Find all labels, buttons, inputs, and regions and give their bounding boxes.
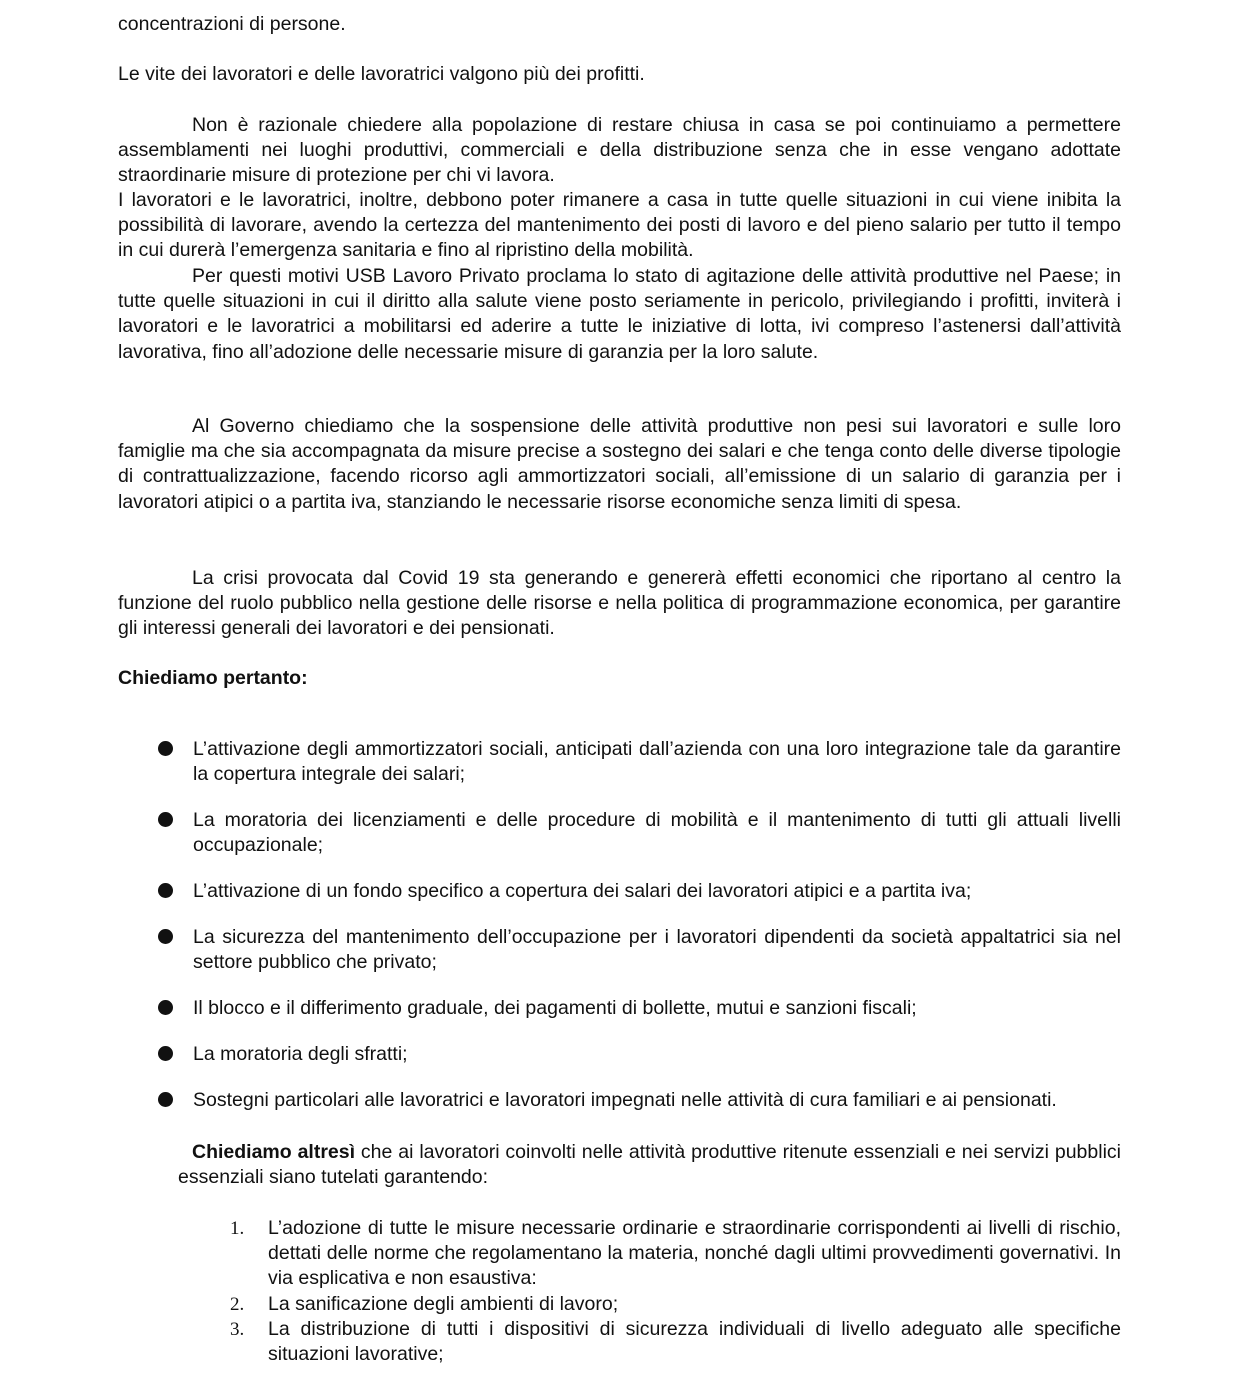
list-item: 3. La distribuzione di tutti i dispositivi di sicurezza individuali di livello adeguato alle specifiche situazioni lavorative; xyxy=(230,1317,1121,1366)
list-number: 1. xyxy=(230,1218,245,1239)
paragraph-crisis: La crisi provocata dal Covid 19 sta generando e genererà effetti economici che riportano al centro la funzione del ruolo pubblico nella gestione delle risorse e nella politica di programmazione economica, per garantire gli interessi generali dei lavoratori e dei pensionati. xyxy=(118,567,1121,640)
bullet-icon xyxy=(158,1000,173,1015)
paragraph-also-demand xyxy=(178,1140,1121,1190)
list-number: 3. xyxy=(230,1318,245,1340)
heading-demands: Chiediamo pertanto: xyxy=(118,667,308,689)
demands-list xyxy=(118,737,1121,1134)
also-demand-text: che ai lavoratori coinvolti nelle attività produttive ritenute essenziali e nei servizi pubblici essenziali siano tutelati garantendo: xyxy=(178,1141,1121,1189)
list-item: La moratoria degli sfratti; xyxy=(118,1042,1121,1088)
list-item: 1. L’adozione di tutte le misure necessarie ordinarie e straordinarie corrispondenti ai livelli di rischio, dettati delle norme che regolamentano la materia, nonché dagli ultimi provvedimenti governativi. In via esplicativa e non esaustiva: xyxy=(230,1217,1121,1290)
also-demand-bold: Chiediamo altresì xyxy=(192,1141,356,1163)
list-item: Sostegni particolari alle lavoratrici e lavoratori impegnati nelle attività di cura familiari e ai pensionati. xyxy=(118,1088,1121,1134)
list-item: 2. La sanificazione degli ambienti di lavoro; xyxy=(118,1292,1121,1317)
bullet-icon xyxy=(158,929,173,944)
bullet-icon xyxy=(158,883,173,898)
paragraph-intro-end: concentrazioni di persone. xyxy=(118,13,346,35)
list-item: L’attivazione di un fondo specifico a copertura dei salari dei lavoratori atipici e a partita iva; xyxy=(118,879,1121,925)
list-item: La sicurezza del mantenimento dell’occupazione per i lavoratori dipendenti da società appaltatrici sia nel settore pubblico che privato; xyxy=(118,925,1121,996)
bullet-icon xyxy=(158,1046,173,1061)
bullet-icon xyxy=(158,812,173,827)
list-item: Il blocco e il differimento graduale, dei pagamenti di bollette, mutui e sanzioni fiscali; xyxy=(118,996,1121,1042)
paragraph-rationale: Non è razionale chiedere alla popolazione di restare chiusa in casa se poi continuiamo a permettere assemblamenti nei luoghi produttivi, commerciali e della distribuzione senza che in esse vengano adottate straordinarie misure di protezione per chi vi lavora. xyxy=(118,114,1121,187)
paragraph-lives: Le vite dei lavoratori e delle lavoratrici valgono più dei profitti. xyxy=(118,63,645,85)
list-item: La moratoria dei licenziamenti e delle procedure di mobilità e il mantenimento di tutti gli attuali livelli occupazionale; xyxy=(118,808,1121,879)
bullet-icon xyxy=(158,741,173,756)
list-item: L’attivazione degli ammortizzatori sociali, anticipati dall’azienda con una loro integrazione tale da garantire la copertura integrale dei salari; xyxy=(118,737,1121,808)
paragraph-stay-home: I lavoratori e le lavoratrici, inoltre, debbono poter rimanere a casa in tutte quelle situazioni in cui viene inibita la possibilità di lavorare, avendo la certezza del mantenimento dei posti di lavoro e del pieno salario per tutto il tempo in cui durerà l’emergenza sanitaria e fino al ripristino della mobilità. xyxy=(118,189,1121,262)
guarantees-list xyxy=(118,1216,1121,1367)
bullet-icon xyxy=(158,1092,173,1107)
paragraph-agitation: Per questi motivi USB Lavoro Privato proclama lo stato di agitazione delle attività produttive nel Paese; in tutte quelle situazioni in cui il diritto alla salute viene posto seriamente in pericolo, privilegiando i profitti, inviterà i lavoratori e le lavoratrici a mobilitarsi ed aderire a tutte le iniziative di lotta, ivi compreso l’astenersi dall’attività lavorativa, fino all’adozione delle necessarie misure di garanzia per la loro salute. xyxy=(118,265,1121,363)
list-number: 2. xyxy=(230,1293,245,1315)
paragraph-government: Al Governo chiediamo che la sospensione delle attività produttive non pesi sui lavoratori e sulle loro famiglie ma che sia accompagnata da misure precise a sostegno dei salari e che tenga conto delle diverse tipologie di contrattualizzazione, facendo ricorso agli ammortizzatori sociali, all’emissione di un salario di garanzia per i lavoratori atipici o a partita iva, stanziando le necessarie risorse economiche senza limiti di spesa. xyxy=(118,415,1121,513)
